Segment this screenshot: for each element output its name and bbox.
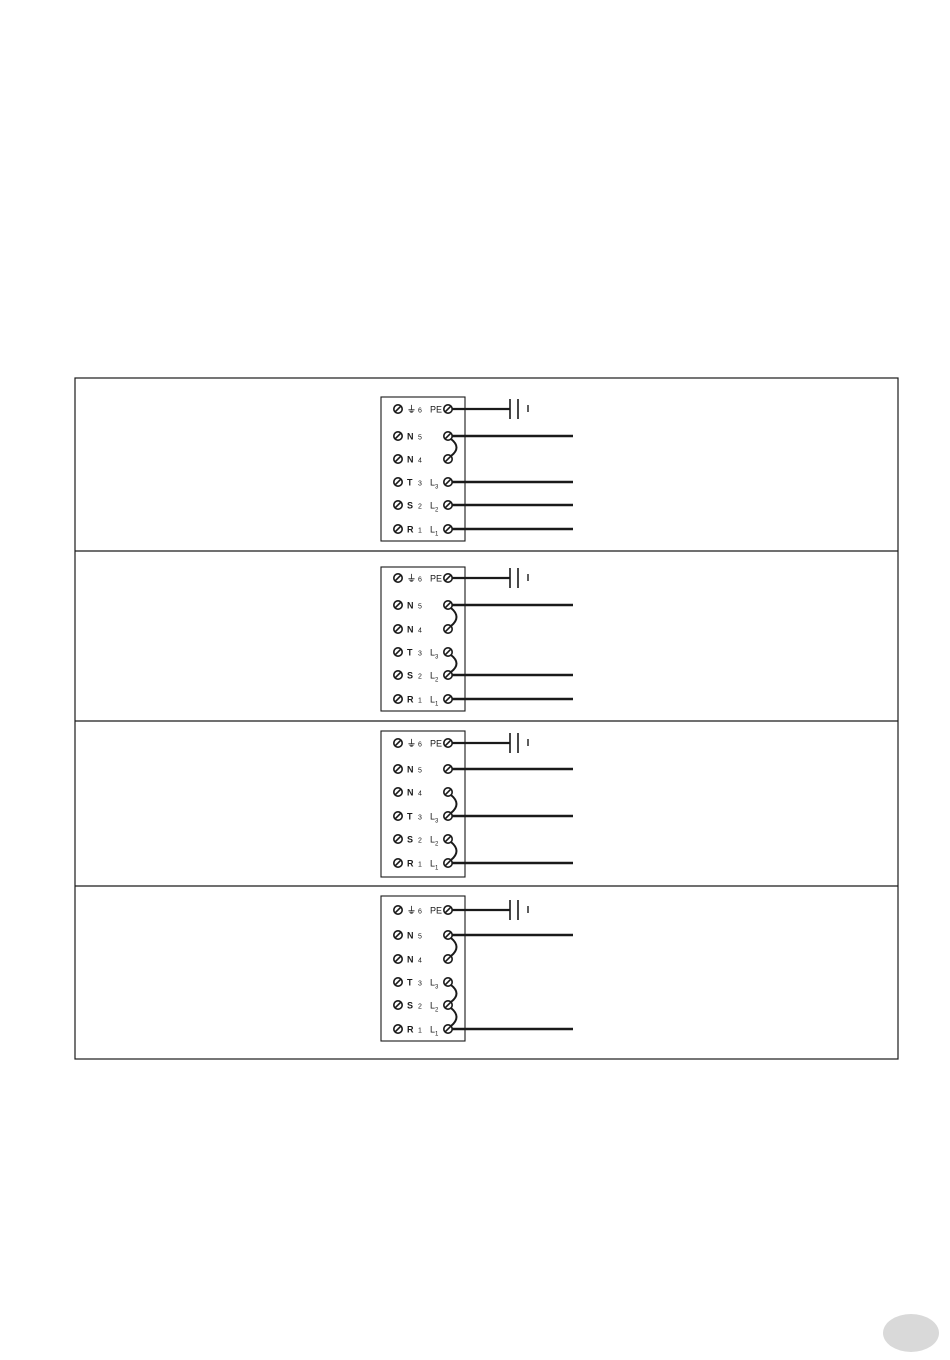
terminal-letter-label: N	[407, 454, 414, 465]
terminal-letter-label: N	[407, 764, 414, 775]
terminal-number-label: 1	[418, 527, 422, 535]
terminal-letter-label: R	[407, 524, 414, 535]
terminal-letter-label: ⏚	[407, 905, 417, 916]
terminal-number-label: 6	[418, 407, 422, 415]
phase-label: $L_1$	[430, 1024, 439, 1038]
terminal-number-label: 2	[418, 837, 422, 845]
page-number-badge	[883, 1314, 939, 1352]
jumper-bridge	[451, 608, 457, 626]
terminal-number-label: 6	[418, 576, 422, 584]
terminal-block-housing	[381, 896, 465, 1041]
earth-icon	[510, 733, 528, 753]
phase-label: $L_2$	[430, 834, 439, 848]
terminal-blocks	[381, 397, 573, 1041]
phase-label: $L_1$	[430, 694, 439, 708]
phase-label: PE	[430, 905, 443, 916]
terminal-number-label: 4	[418, 457, 422, 465]
terminal-letter-label: S	[407, 834, 414, 845]
terminal-letter-label: N	[407, 930, 414, 941]
terminal-letter-label: T	[407, 977, 413, 988]
terminal-number-label: 1	[418, 697, 422, 705]
phase-label: $L_3$	[430, 811, 439, 825]
earth-icon	[510, 399, 528, 419]
terminal-letter-label: S	[407, 1000, 414, 1011]
terminal-number-label: 3	[418, 480, 422, 488]
phase-label: PE	[430, 404, 443, 415]
phase-label: $L_2$	[430, 670, 439, 684]
terminal-block-housing	[381, 567, 465, 711]
terminal-letter-label: S	[407, 670, 414, 681]
terminal-number-label: 5	[418, 603, 422, 611]
terminal-number-label: 2	[418, 503, 422, 511]
terminal-letter-label: S	[407, 500, 414, 511]
terminal-letter-label: R	[407, 858, 414, 869]
jumper-bridge	[451, 842, 457, 860]
terminal-letter-label: ⏚	[407, 738, 417, 749]
terminal-letter-label: T	[407, 811, 413, 822]
phase-label: $L_3$	[430, 647, 439, 661]
terminal-letter-label: R	[407, 1024, 414, 1035]
jumper-bridge	[451, 938, 457, 956]
terminal-letter-label: N	[407, 787, 414, 798]
terminal-number-label: 5	[418, 933, 422, 941]
terminal-number-label: 5	[418, 434, 422, 442]
terminal-number-label: 2	[418, 1003, 422, 1011]
terminal-block-4	[381, 896, 573, 1041]
terminal-block-housing	[381, 731, 465, 877]
terminal-number-label: 3	[418, 980, 422, 988]
phase-label: $L_3$	[430, 477, 439, 491]
phase-label: $L_1$	[430, 524, 439, 538]
terminal-letter-label: ⏚	[407, 573, 417, 584]
terminal-letter-label: R	[407, 694, 414, 705]
terminal-letter-label: T	[407, 477, 413, 488]
phase-label: PE	[430, 738, 443, 749]
terminal-number-label: 4	[418, 957, 422, 965]
terminal-letter-label: T	[407, 647, 413, 658]
diagram-outer-frame	[75, 378, 898, 1059]
jumper-bridge	[451, 795, 457, 813]
terminal-block-1	[381, 397, 573, 541]
terminal-letter-label: N	[407, 600, 414, 611]
terminal-number-label: 6	[418, 741, 422, 749]
jumper-bridge	[451, 985, 457, 1002]
jumper-bridge	[451, 439, 457, 456]
phase-label: $L_2$	[430, 500, 439, 514]
terminal-letter-label: N	[407, 431, 414, 442]
terminal-letter-label: ⏚	[407, 404, 417, 415]
phase-label: PE	[430, 573, 443, 584]
terminal-number-label: 5	[418, 767, 422, 775]
terminal-number-label: 6	[418, 908, 422, 916]
terminal-number-label: 3	[418, 814, 422, 822]
terminal-number-label: 4	[418, 627, 422, 635]
terminal-number-label: 1	[418, 1027, 422, 1035]
terminal-letter-label: N	[407, 624, 414, 635]
terminal-number-label: 3	[418, 650, 422, 658]
phase-label: $L_1$	[430, 858, 439, 872]
terminal-number-label: 4	[418, 790, 422, 798]
phase-label: $L_3$	[430, 977, 439, 991]
terminal-letter-label: N	[407, 954, 414, 965]
terminal-number-label: 1	[418, 861, 422, 869]
jumper-bridge	[451, 1008, 457, 1026]
terminal-block-2	[381, 567, 573, 711]
earth-icon	[510, 900, 528, 920]
earth-icon	[510, 568, 528, 588]
terminal-block-housing	[381, 397, 465, 541]
phase-label: $L_2$	[430, 1000, 439, 1014]
terminal-number-label: 2	[418, 673, 422, 681]
terminal-block-3	[381, 731, 573, 877]
jumper-bridge	[451, 655, 457, 672]
